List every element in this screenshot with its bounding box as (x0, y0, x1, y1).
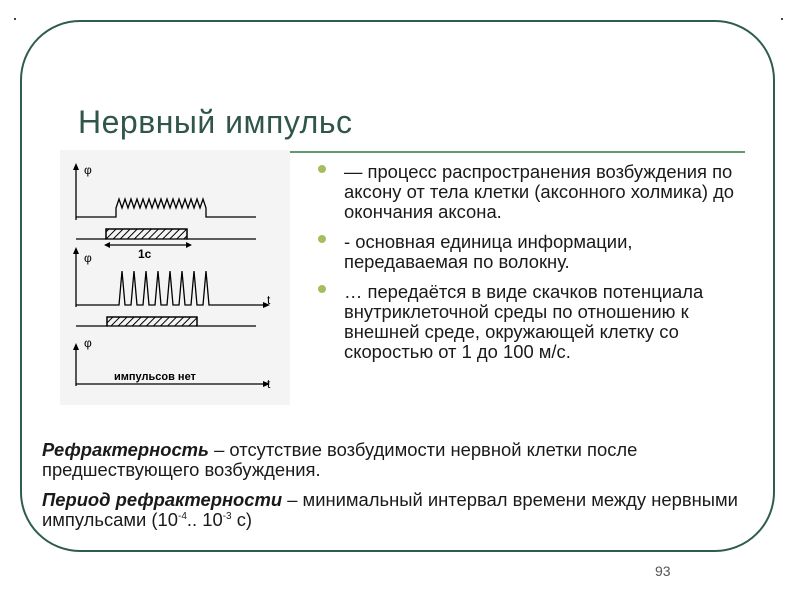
bullet-item (316, 162, 756, 222)
no-pulses-label: импульсов нет (114, 371, 196, 383)
definitions-block (42, 440, 762, 540)
page-number: 93 (655, 563, 671, 579)
slide-title: Нервный импульс (78, 104, 353, 140)
term-refractory-period: Период рефрактерности (42, 489, 283, 510)
bullet-dot-icon (318, 285, 326, 293)
bullet-text: - основная единица информации, передаваемая по волокну. (344, 231, 633, 272)
stimulus-hatch-2 (107, 317, 197, 326)
bullet-dot-icon (318, 165, 326, 173)
stimulus-hatch-1 (106, 229, 187, 239)
definition-text: .. 10 (186, 509, 223, 530)
bullet-text: … передаётся в виде скачков потенциала внутриклеточной среды по отношению к внешней среде, окружающей клетку со скоростью от 1 до 100 м/с. (344, 281, 704, 362)
definition-text: – отсутствие возбудимости нервной клетки после предшествующего возбуждения. (42, 439, 638, 480)
duration-label: 1с (138, 247, 152, 261)
nerve-impulse-diagram (60, 150, 290, 405)
t-label-2: t (267, 293, 271, 307)
definition-refractory-period (42, 490, 762, 530)
t-label-3: t (267, 377, 271, 391)
bullet-dot-icon (318, 235, 326, 243)
exponent: -3 (222, 510, 232, 522)
exponent: -4 (178, 510, 187, 522)
definition-text: с) (231, 509, 253, 530)
phi-label-2: φ (84, 251, 92, 265)
bullet-list (316, 162, 756, 372)
phi-label-3: φ (84, 336, 92, 350)
diagram-background (60, 150, 290, 405)
bullet-item (316, 232, 756, 272)
bullet-item (316, 282, 756, 362)
phi-label-1: φ (84, 163, 92, 177)
definition-text: – минимальный интервал времени между нервными импульсами (10 (42, 489, 738, 530)
corner-dot-top-right (781, 18, 783, 20)
term-refractoriness: Рефрактерность (42, 439, 209, 460)
definition-refractoriness (42, 440, 762, 480)
bullet-text: — процесс распространения возбуждения по аксону от тела клетки (аксонного холмика) до окончания аксона. (344, 161, 735, 222)
corner-dot-top-left (14, 18, 16, 20)
